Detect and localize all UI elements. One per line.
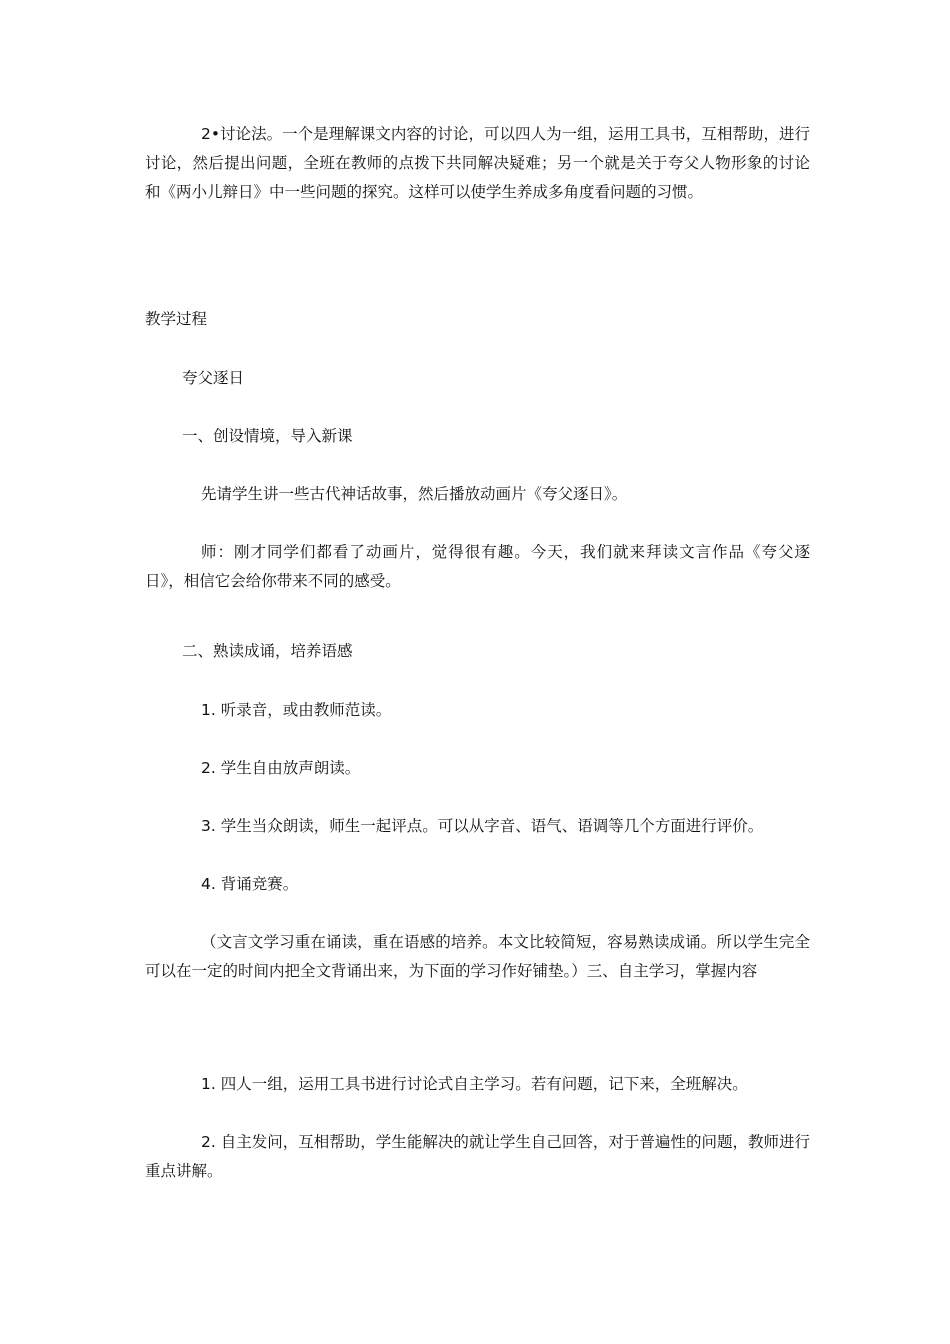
section-1-title: 一、创设情境，导入新课 — [182, 427, 353, 445]
section-2-item-4: 4. 背诵竞赛。 — [201, 875, 299, 893]
section-3-item-2: 2. 自主发问，互相帮助，学生能解决的就让学生自己回答，对于普遍性的问题，教师进行重点讲解。 — [145, 1133, 810, 1180]
section-2-item-1: 1. 听录音，或由教师范读。 — [201, 701, 392, 719]
section-1-paragraph-1: 先请学生讲一些古代神话故事，然后播放动画片《夸父逐日》。 — [201, 485, 628, 503]
section-2-item-3: 3. 学生当众朗读，师生一起评点。可以从字音、语气、语调等几个方面进行评价。 — [201, 817, 764, 835]
section-2-item-2: 2. 学生自由放声朗读。 — [201, 759, 361, 777]
section-2-title: 二、熟读成诵，培养语感 — [182, 642, 353, 660]
lesson-title: 夸父逐日 — [182, 369, 245, 387]
section-3-item-1: 1. 四人一组，运用工具书进行讨论式自主学习。若有问题，记下来，全班解决。 — [201, 1075, 748, 1093]
heading-teaching-process: 教学过程 — [145, 310, 208, 328]
section-1-paragraph-2: 师：刚才同学们都看了动画片，觉得很有趣。今天，我们就来拜读文言作品《夸父逐日》，相信它会给你带来不同的感受。 — [145, 543, 810, 590]
section-2-note: （文言文学习重在诵读，重在语感的培养。本文比较简短，容易熟读成诵。所以学生完全可以在一定的时间内把全文背诵出来，为下面的学习作好铺垫。）三、自主学习，掌握内容 — [145, 933, 810, 980]
paragraph-discussion-method: 2•讨论法。一个是理解课文内容的讨论，可以四人为一组，运用工具书，互相帮助，进行讨论，然后提出问题，全班在教师的点拨下共同解决疑难；另一个就是关于夸父人物形象的讨论和《两小儿辩日》中一些问题的探究。这样可以使学生养成多角度看问题的习惯。 — [145, 125, 810, 201]
